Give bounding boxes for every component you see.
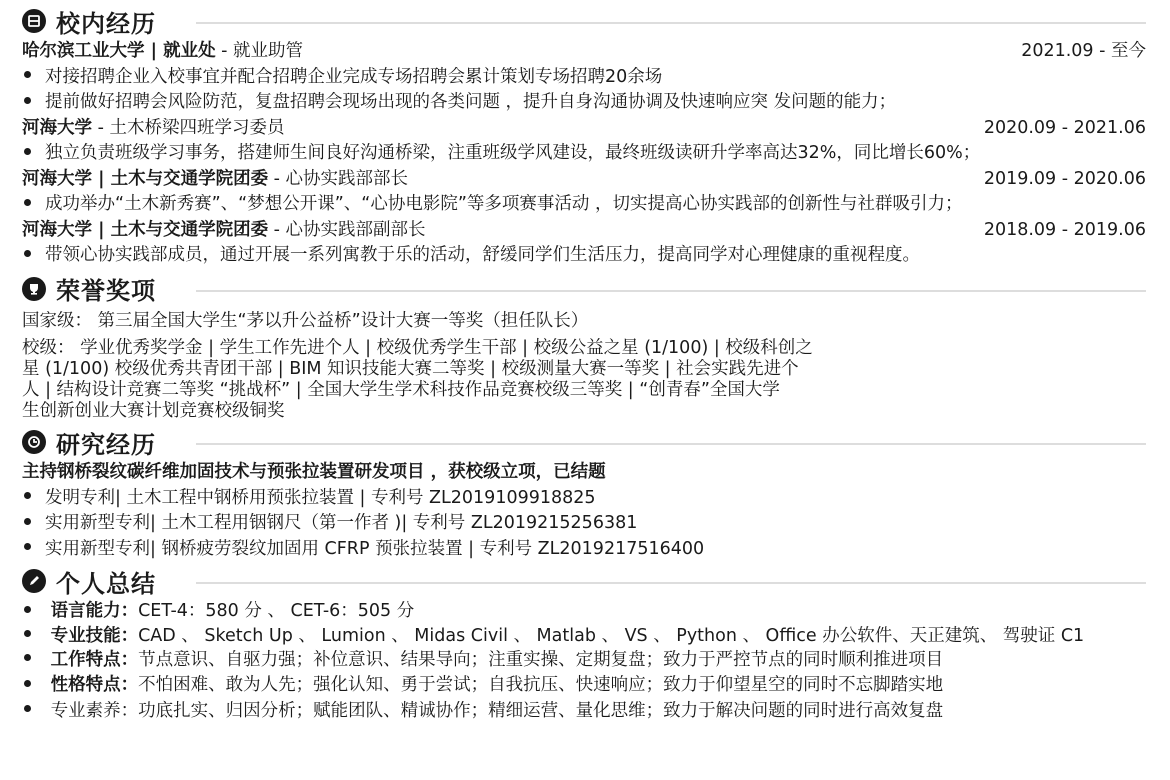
summary-item xyxy=(22,699,1146,725)
honors-school-line: 生创新创业大赛计划竞赛校级铜奖 xyxy=(22,401,285,421)
summary-rule xyxy=(196,582,1146,584)
summary-item xyxy=(22,625,1146,648)
summary-title: 个人总结 xyxy=(56,569,156,598)
summary-text: 不怕困难、敢为人先；强化认知、勇于尝试；自我抗压、快速响应；致力于仰望星空的同时不忘脚踏实地 xyxy=(138,675,944,695)
entry-role: - 就业助管 xyxy=(215,41,304,61)
summary-header xyxy=(22,563,1146,599)
summary-text: CET-4：580 分 、 CET-6：505 分 xyxy=(138,601,415,621)
list-item: 实用新型专利| 钢桥疲劳裂纹加固用 CFRP 预张拉装置 | 专利号 ZL2019217516400 xyxy=(22,537,1146,563)
entry-date: 2021.09 - 至今 xyxy=(1021,41,1146,61)
honors-header xyxy=(22,271,1146,307)
honors-school-line: 星 (1/100) 校级优秀共青团干部 | BIM 知识技能大赛二等奖 | 校级测量大赛一等奖 | 社会实践先进个 xyxy=(22,359,799,379)
honors-rule xyxy=(196,290,1146,292)
resume-page xyxy=(22,0,1146,721)
honors-title: 荣誉奖项 xyxy=(56,277,156,305)
entry-role: - 心协实践部部长 xyxy=(268,168,409,189)
campus-section xyxy=(22,3,1146,269)
entry-header xyxy=(22,218,1146,244)
research-rule xyxy=(196,443,1146,445)
entry-role: - 心协实践部副部长 xyxy=(268,219,426,240)
entry-header xyxy=(22,116,1146,142)
summary-text: CAD 、 Sketch Up 、 Lumion 、 Midas Civil 、 Matlab 、 VS 、 Python 、 Office 办公软件、天正建筑、 驾驶证 C1 xyxy=(138,625,1085,646)
entry-org: 哈尔滨工业大学 | 就业处 xyxy=(22,41,216,61)
campus-icon xyxy=(22,9,46,33)
summary-item xyxy=(22,648,1146,674)
summary-item xyxy=(22,673,1146,699)
research-project: 主持钢桥裂纹碳纤维加固技术与预张拉装置研发项目 ，获校级立项，已结题 xyxy=(22,462,606,482)
list-item: 发明专利| 土木工程中钢桥用预张拉装置 | 专利号 ZL2019109918825 xyxy=(22,486,1146,512)
honors-section xyxy=(22,271,1146,423)
honors-national: 国家级： 第三届全国大学生“茅以升公益桥”设计大赛一等奖（担任队长） xyxy=(22,310,589,331)
entry-role: - 土木桥梁四班学习委员 xyxy=(92,117,285,138)
summary-label: 专业技能： xyxy=(50,625,139,646)
honors-school-line: 人 | 结构设计竞赛二等奖 “挑战杯” | 全国大学生学术科技作品竞赛校级三等奖 | “创青春”全国大学 xyxy=(22,380,780,400)
campus-header xyxy=(22,3,1146,39)
list-item: 带领心协实践部成员，通过开展一系列寓教于乐的活动，舒缓同学们生活压力，提高同学对心理健康的重视程度。 xyxy=(22,243,1146,269)
list-item: 实用新型专利| 土木工程用铟钢尺（第一作者 )| 专利号 ZL2019215256381 xyxy=(22,511,1146,537)
summary-label: 性格特点： xyxy=(50,675,139,695)
pencil-icon xyxy=(22,569,46,593)
summary-label: 工作特点： xyxy=(50,649,139,670)
summary-label: 语言能力： xyxy=(50,601,139,621)
entry-date: 2018.09 - 2019.06 xyxy=(983,219,1146,240)
summary-item xyxy=(22,599,1146,625)
summary-text: 节点意识、自驱力强；补位意识、结果导向；注重实操、定期复盘；致力于严控节点的同时顺利推进项目 xyxy=(138,649,944,670)
entry-header xyxy=(22,167,1146,193)
entry-header xyxy=(22,39,1146,65)
clock-icon xyxy=(22,430,46,454)
entry-org: 河海大学 xyxy=(22,117,92,138)
list-item: 对接招聘企业入校事宜并配合招聘企业完成专场招聘会累计策划专场招聘20余场 xyxy=(22,65,1146,91)
campus-title: 校内经历 xyxy=(56,9,156,38)
research-section xyxy=(22,424,1146,562)
honors-school xyxy=(22,338,1146,422)
campus-rule xyxy=(196,22,1146,24)
summary-text: 专业素养：功底扎实、归因分析；赋能团队、精诚协作；精细运营、量化思维；致力于解决问题的同时进行高效复盘 xyxy=(50,700,944,721)
summary-section xyxy=(22,563,1146,724)
list-item: 独立负责班级学习事务，搭建师生间良好沟通桥梁，注重班级学风建设，最终班级读研升学率高达32%，同比增长60%； xyxy=(22,141,1146,167)
research-header xyxy=(22,424,1146,460)
honors-school-line: 校级： 学业优秀奖学金 | 学生工作先进个人 | 校级优秀学生干部 | 校级公益之星 (1/100) | 校级科创之 xyxy=(22,338,813,358)
list-item: 成功举办“土木新秀赛”、“梦想公开课”、“心协电影院”等多项赛事活动 ，切实提高心协实践部的创新性与社群吸引力； xyxy=(22,192,1146,218)
trophy-icon xyxy=(22,277,46,301)
entry-date: 2020.09 - 2021.06 xyxy=(983,117,1146,138)
entry-org: 河海大学 | 土木与交通学院团委 xyxy=(22,219,269,240)
entry-org: 河海大学 | 土木与交通学院团委 xyxy=(22,168,269,189)
research-title: 研究经历 xyxy=(56,430,156,459)
entry-date: 2019.09 - 2020.06 xyxy=(983,168,1146,189)
list-item: 提前做好招聘会风险防范，复盘招聘会现场出现的各类问题 ，提升自身沟通协调及快速响应突 发问题的能力； xyxy=(22,90,1146,116)
